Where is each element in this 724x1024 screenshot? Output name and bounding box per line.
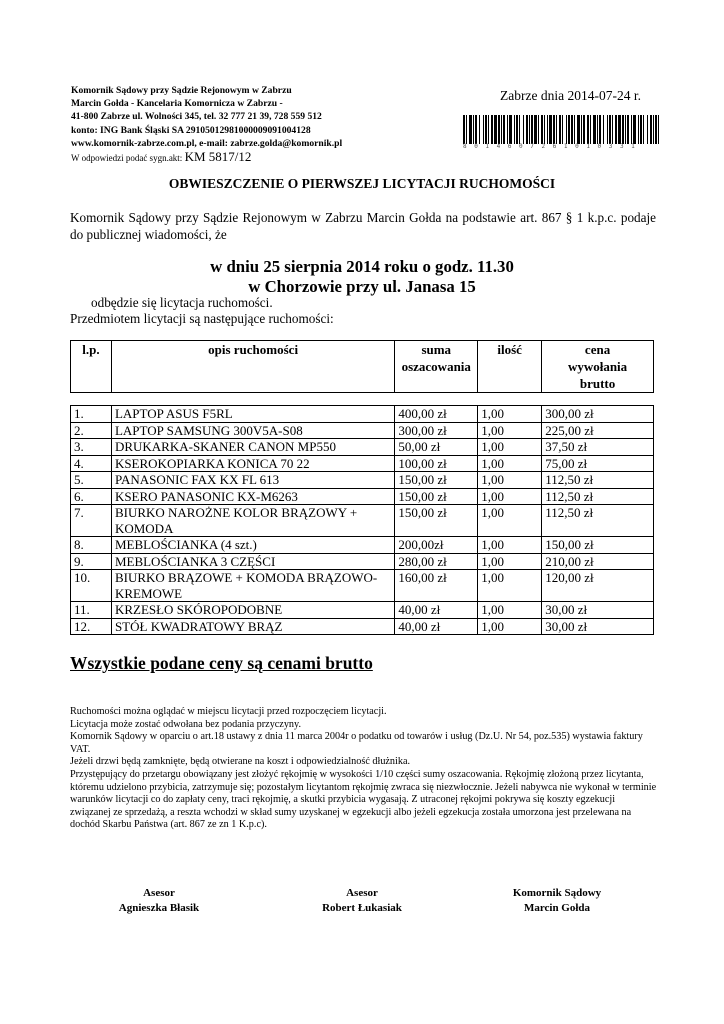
item-lp: 10. [71, 570, 112, 602]
barcode-bar [516, 115, 518, 144]
item-lp: 6. [71, 488, 112, 505]
barcode-bar [625, 115, 626, 144]
header-suma-line1: suma [421, 342, 452, 357]
item-starting-price: 300,00 zł [542, 406, 654, 423]
barcode-bar [587, 115, 589, 144]
sender-header [71, 84, 342, 165]
item-lp: 7. [71, 505, 112, 537]
barcode-bar [653, 115, 654, 144]
item-starting-price: 225,00 zł [542, 422, 654, 439]
barcode-bar [494, 115, 497, 144]
header-suma [395, 341, 478, 393]
sender-web-email: www.komornik-zabrze.com.pl, e-mail: zabrze.golda@komornik.pl [71, 137, 343, 149]
barcode-bar [559, 115, 561, 144]
header-lp-label: l.p. [82, 342, 100, 357]
item-description: PANASONIC FAX KX FL 613 [111, 472, 394, 489]
signature-block-1 [69, 886, 249, 916]
barcode-bar [529, 115, 530, 144]
barcode-bar [566, 115, 567, 144]
table-row [71, 406, 654, 423]
items-table [70, 405, 654, 635]
item-description: KSERO PANASONIC KX-M6263 [111, 488, 394, 505]
barcode-bar [466, 115, 467, 144]
auction-statement: odbędzie się licytacja ruchomości. [91, 295, 273, 310]
sender-address: 41-800 Zabrze ul. Wolności 345, tel. 32 777 21 39, 728 559 512 [71, 111, 322, 123]
barcode-bar [519, 115, 520, 144]
barcode-bar [553, 115, 555, 144]
header-ilosc-label: ilość [497, 342, 522, 357]
item-valuation: 200,00zł [395, 537, 478, 554]
item-description: KSEROKOPIARKA KONICA 70 22 [111, 455, 394, 472]
item-valuation: 50,00 zł [395, 439, 478, 456]
note-cancellation: Licytacja może zostać odwołana bez podania przyczyny. [70, 718, 301, 730]
barcode-bar [509, 115, 512, 144]
table-row [71, 618, 654, 635]
header-lp [71, 341, 112, 393]
auction-place: w Chorzowie przy ul. Janasa 15 [248, 276, 476, 296]
barcode-bar [469, 115, 472, 144]
barcode-bar [488, 115, 489, 144]
barcode-bar [650, 115, 652, 144]
signature-role: Asesor [143, 887, 175, 899]
header-ilosc [478, 341, 542, 393]
item-starting-price: 150,00 zł [542, 537, 654, 554]
item-starting-price: 112,50 zł [542, 505, 654, 537]
signature-role: Komornik Sądowy [512, 887, 602, 899]
header-desc [111, 341, 394, 393]
item-quantity: 1,00 [478, 455, 542, 472]
barcode-bar [547, 115, 548, 144]
item-quantity: 1,00 [478, 472, 542, 489]
item-quantity: 1,00 [478, 602, 542, 619]
barcode-bar [498, 115, 500, 144]
item-valuation: 150,00 zł [395, 505, 478, 537]
item-description: BIURKO BRĄZOWE + KOMODA BRĄZOWO-KREMOWE [111, 570, 394, 602]
barcode-bar [599, 115, 601, 144]
barcode-bar [607, 115, 608, 144]
barcode-bar [597, 115, 598, 144]
barcode-bar [612, 115, 613, 144]
items-table-body [71, 406, 654, 635]
item-quantity: 1,00 [478, 488, 542, 505]
item-description: LAPTOP SAMSUNG 300V5A-S08 [111, 422, 394, 439]
barcode-bar [473, 115, 474, 144]
barcode-digits: 8014607261010331 [463, 143, 643, 150]
item-description: LAPTOP ASUS F5RL [111, 406, 394, 423]
barcode-bar [507, 115, 508, 144]
item-lp: 9. [71, 553, 112, 570]
case-reference [71, 150, 342, 165]
item-quantity: 1,00 [478, 537, 542, 554]
signature-block-2 [272, 886, 452, 916]
item-quantity: 1,00 [478, 553, 542, 570]
place-date: Zabrze dnia 2014-07-24 r. [500, 88, 641, 103]
item-starting-price: 30,00 zł [542, 602, 654, 619]
barcode-bar [549, 115, 552, 144]
item-quantity: 1,00 [478, 439, 542, 456]
item-lp: 12. [71, 618, 112, 635]
item-starting-price: 37,50 zł [542, 439, 654, 456]
barcode-bar [514, 115, 515, 144]
table-row [71, 472, 654, 489]
sender-name: Komornik Sądowy przy Sądzie Rejonowym w Zabrzu [71, 85, 292, 96]
barcode-bar [631, 115, 632, 144]
barcode-bar [615, 115, 617, 144]
item-starting-price: 112,50 zł [542, 488, 654, 505]
item-description: BIURKO NAROŻNE KOLOR BRĄZOWY + KOMODA [111, 505, 394, 537]
signature-block-3 [467, 886, 647, 916]
item-starting-price: 210,00 zł [542, 553, 654, 570]
barcode-bar [618, 115, 621, 144]
item-lp: 3. [71, 439, 112, 456]
table-row [71, 488, 654, 505]
barcode-bar [638, 115, 639, 144]
barcode-bar [622, 115, 624, 144]
barcode-bar [541, 115, 543, 144]
item-valuation: 40,00 zł [395, 602, 478, 619]
barcode-bar [501, 115, 502, 144]
items-table-header [70, 340, 654, 393]
barcode-bar [581, 115, 582, 144]
item-starting-price: 30,00 zł [542, 618, 654, 635]
table-row [71, 537, 654, 554]
items-intro: Przedmiotem licytacji są następujące ruchomości: [70, 311, 334, 326]
barcode-bar [643, 115, 644, 144]
item-lp: 1. [71, 406, 112, 423]
item-lp: 8. [71, 537, 112, 554]
barcode-bar [556, 115, 557, 144]
barcode-bar [655, 115, 657, 144]
barcode-bar [523, 115, 524, 144]
barcode-bar [562, 115, 563, 144]
barcode [463, 115, 659, 144]
barcode-bar [658, 115, 659, 144]
barcode-bar [568, 115, 570, 144]
header-cena-line3: brutto [579, 376, 616, 391]
signature-name: Robert Łukasiak [322, 902, 402, 914]
item-description: KRZESŁO SKÓROPODOBNE [111, 602, 394, 619]
barcode-bar [538, 115, 539, 144]
barcode-bar [640, 115, 642, 144]
header-suma-line2: oszacowania [401, 359, 471, 374]
barcode-bar [647, 115, 648, 144]
item-quantity: 1,00 [478, 406, 542, 423]
barcode-bar [609, 115, 611, 144]
summary-note: Wszystkie podane ceny są cenami brutto [70, 653, 373, 673]
item-description: MEBLOŚCIANKA (4 szt.) [111, 537, 394, 554]
item-quantity: 1,00 [478, 618, 542, 635]
header-desc-label: opis ruchomości [208, 342, 299, 357]
auction-date-place [0, 257, 724, 296]
case-reference-value: KM 5817/12 [184, 149, 252, 165]
table-row [71, 439, 654, 456]
item-valuation: 300,00 zł [395, 422, 478, 439]
intro-paragraph: Komornik Sądowy przy Sądzie Rejonowym w Zabrzu Marcin Gołda na podstawie art. 867 § 1 k.p.c. podaje do publicznej wiadomości, że [70, 210, 656, 242]
barcode-bar [491, 115, 493, 144]
item-starting-price: 120,00 zł [542, 570, 654, 602]
signature-name: Agnieszka Błasik [118, 902, 200, 914]
auction-notes [70, 706, 658, 832]
sender-office: Marcin Gołda - Kancelaria Komornicza w Zabrzu - [71, 98, 283, 110]
barcode-bar [571, 115, 573, 144]
item-quantity: 1,00 [478, 422, 542, 439]
barcode-bar [479, 115, 480, 144]
item-valuation: 150,00 zł [395, 472, 478, 489]
note-deposit: Przystępujący do przetargu obowiązany jest złożyć rękojmię w wysokości 1/10 części sumy oszacowania. Rękojmię złożoną przez licytanta, któremu udzielono przybicia, zatrzymuje się; pozostałym licytantom rękojmię zwraca się niezwłocznie. Jeżeli nabywca nie wykonał w terminie warunków licytacji co do zapłaty ceny, traci rękojmię, a skutki przybicia wygasają. Z utraconej rękojmi pokrywa się koszty egzekucji związanej ze sprzedażą, a reszta wchodzi w skład sumy uzyskanej w egzekucji albo jeżeli egzekucja została umorzona jest przelewana na dochód Skarbu Państwa (art. 867 ze zn 1 K.p.c). [70, 768, 657, 831]
item-valuation: 100,00 zł [395, 455, 478, 472]
item-valuation: 160,00 zł [395, 570, 478, 602]
table-row [71, 422, 654, 439]
table-row [71, 505, 654, 537]
barcode-bar [475, 115, 477, 144]
barcode-bar [593, 115, 596, 144]
item-valuation: 40,00 zł [395, 618, 478, 635]
auction-date: w dniu 25 sierpnia 2014 roku o godz. 11.30 [210, 257, 514, 276]
item-description: STÓŁ KWADRATOWY BRĄZ [111, 618, 394, 635]
item-starting-price: 75,00 zł [542, 455, 654, 472]
barcode-bar [503, 115, 505, 144]
table-row [71, 455, 654, 472]
barcode-bar [526, 115, 528, 144]
barcode-bar [577, 115, 580, 144]
barcode-bar [534, 115, 537, 144]
barcode-bar [544, 115, 545, 144]
note-doors: Jeżeli drzwi będą zamknięte, będą otwierane na koszt i odpowiedzialność dłużnika. [70, 756, 411, 768]
table-row [71, 602, 654, 619]
barcode-bar [603, 115, 604, 144]
item-lp: 5. [71, 472, 112, 489]
barcode-bar [627, 115, 629, 144]
barcode-bar [590, 115, 591, 144]
item-starting-price: 112,50 zł [542, 472, 654, 489]
barcode-bar [463, 115, 465, 144]
item-valuation: 280,00 zł [395, 553, 478, 570]
item-lp: 11. [71, 602, 112, 619]
case-reference-label: W odpowiedzi podać sygn.akt: [71, 153, 183, 164]
note-viewing: Ruchomości można oglądać w miejscu licytacji przed rozpoczęciem licytacji. [70, 706, 387, 717]
signature-name: Marcin Gołda [523, 902, 591, 914]
header-cena [542, 341, 654, 393]
item-quantity: 1,00 [478, 570, 542, 602]
item-valuation: 150,00 zł [395, 488, 478, 505]
signature-role: Asesor [346, 887, 378, 899]
item-description: DRUKARKA-SKANER CANON MP550 [111, 439, 394, 456]
barcode-bar [574, 115, 575, 144]
barcode-bar [583, 115, 585, 144]
barcode-bar [633, 115, 636, 144]
item-lp: 2. [71, 422, 112, 439]
barcode-bar [483, 115, 484, 144]
barcode-bar [531, 115, 533, 144]
item-quantity: 1,00 [478, 505, 542, 537]
table-row [71, 570, 654, 602]
barcode-bar [485, 115, 487, 144]
document-title: OBWIESZCZENIE O PIERWSZEJ LICYTACJI RUCHOMOŚCI [168, 176, 556, 191]
item-valuation: 400,00 zł [395, 406, 478, 423]
item-description: MEBLOŚCIANKA 3 CZĘŚCI [111, 553, 394, 570]
sender-bank-account: konto: ING Bank Śląski SA 29105012981000009091004128 [71, 124, 311, 136]
header-cena-line2: wywołania [567, 359, 628, 374]
note-vat: Komornik Sądowy w oparciu o art.18 ustawy z dnia 11 marca 2004r o podatku od towarów i usług (Dz.U. Nr 54, poz.535) wystawia faktury VAT. [70, 731, 643, 755]
header-cena-line1: cena [584, 342, 611, 357]
table-row [71, 553, 654, 570]
item-lp: 4. [71, 455, 112, 472]
